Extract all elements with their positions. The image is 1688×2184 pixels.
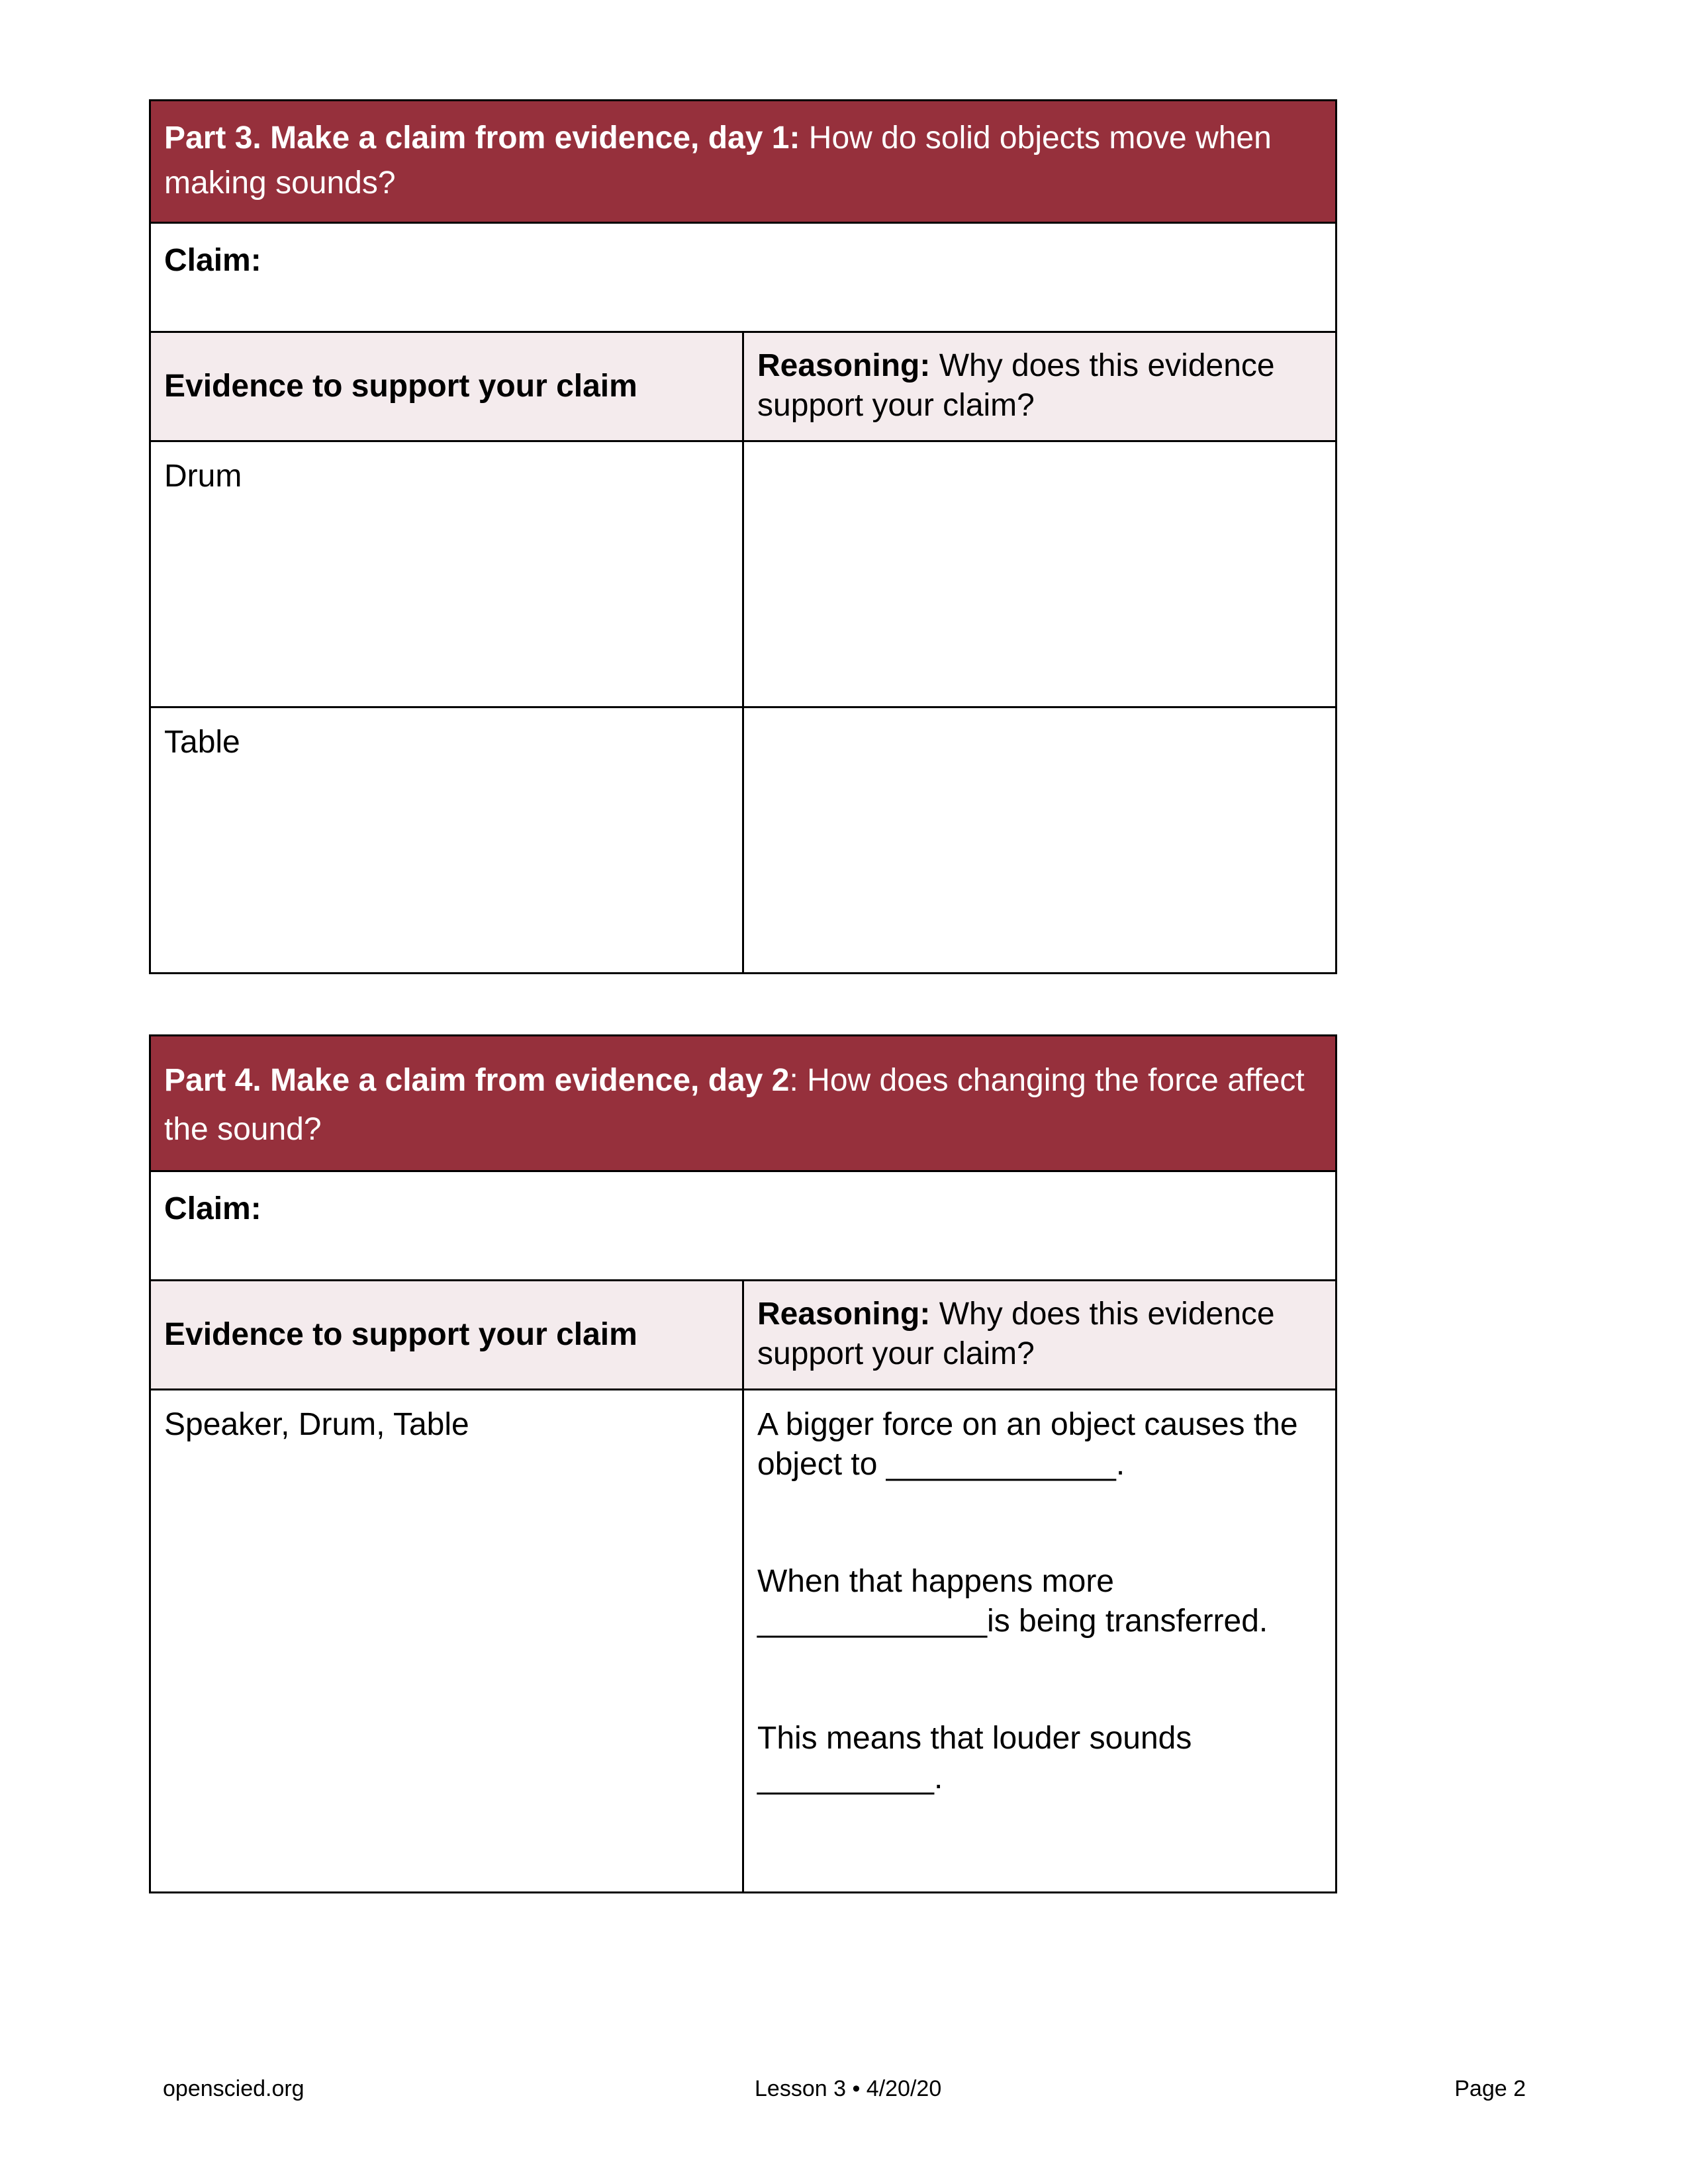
part3-evidence-cell[interactable]	[150, 707, 743, 974]
part4-reasoning-sentence-force: A bigger force on an object causes the object to _____________.	[757, 1407, 1298, 1482]
part4-header	[150, 1036, 1336, 1171]
footer-page-number: Page 2	[1454, 2076, 1526, 2101]
part4-evidence-header	[150, 1281, 743, 1390]
part4-evidence-cell[interactable]	[150, 1390, 743, 1893]
part4-reasoning-question: Why does this evidence support your claim?	[757, 1297, 1275, 1371]
part3-claim-field[interactable]	[150, 223, 1336, 332]
part3-reasoning-cell[interactable]	[743, 707, 1336, 974]
part3-evidence-header-label: Evidence to support your claim	[164, 369, 637, 404]
part3-reasoning-question: Why does this evidence support your claim?	[757, 348, 1275, 423]
part3-header	[150, 101, 1336, 223]
part4-reasoning-sentence-louder: This means that louder sounds __________.	[757, 1721, 1192, 1796]
part4-reasoning-label: Reasoning:	[757, 1297, 931, 1332]
part4-evidence-header-label: Evidence to support your claim	[164, 1317, 637, 1352]
part4-title-colon: :	[789, 1063, 798, 1098]
part3-table	[149, 99, 1337, 974]
part4-claim-label: Claim:	[164, 1191, 261, 1226]
footer-lesson: Lesson 3 • 4/20/20	[755, 2076, 942, 2101]
part3-evidence-table: Table	[164, 725, 240, 760]
part3-reasoning-label: Reasoning:	[757, 348, 931, 383]
footer-site: openscied.org	[163, 2076, 305, 2101]
part3-reasoning-header	[743, 332, 1336, 441]
part3-reasoning-cell[interactable]	[743, 441, 1336, 707]
part4-claim-field[interactable]	[150, 1171, 1336, 1281]
part3-evidence-cell[interactable]	[150, 441, 743, 707]
part4-reasoning-sentence-transfer: When that happens more _____________is being transferred.	[757, 1564, 1268, 1639]
part3-title-question: How do solid objects move when making sounds?	[164, 120, 1272, 201]
part4-reasoning-cell[interactable]	[743, 1390, 1336, 1893]
part4-title-bold: Part 4. Make a claim from evidence, day 2	[164, 1063, 790, 1098]
part3-evidence-drum: Drum	[164, 459, 242, 494]
part4-table	[149, 1034, 1337, 1893]
part3-evidence-header	[150, 332, 743, 441]
part4-title-question: How does changing the force affect the sound?	[164, 1063, 1305, 1147]
part4-reasoning-header	[743, 1281, 1336, 1390]
part3-title-bold: Part 3. Make a claim from evidence, day 1:	[164, 120, 800, 156]
part3-claim-label: Claim:	[164, 243, 261, 278]
part4-evidence-text: Speaker, Drum, Table	[164, 1407, 469, 1442]
